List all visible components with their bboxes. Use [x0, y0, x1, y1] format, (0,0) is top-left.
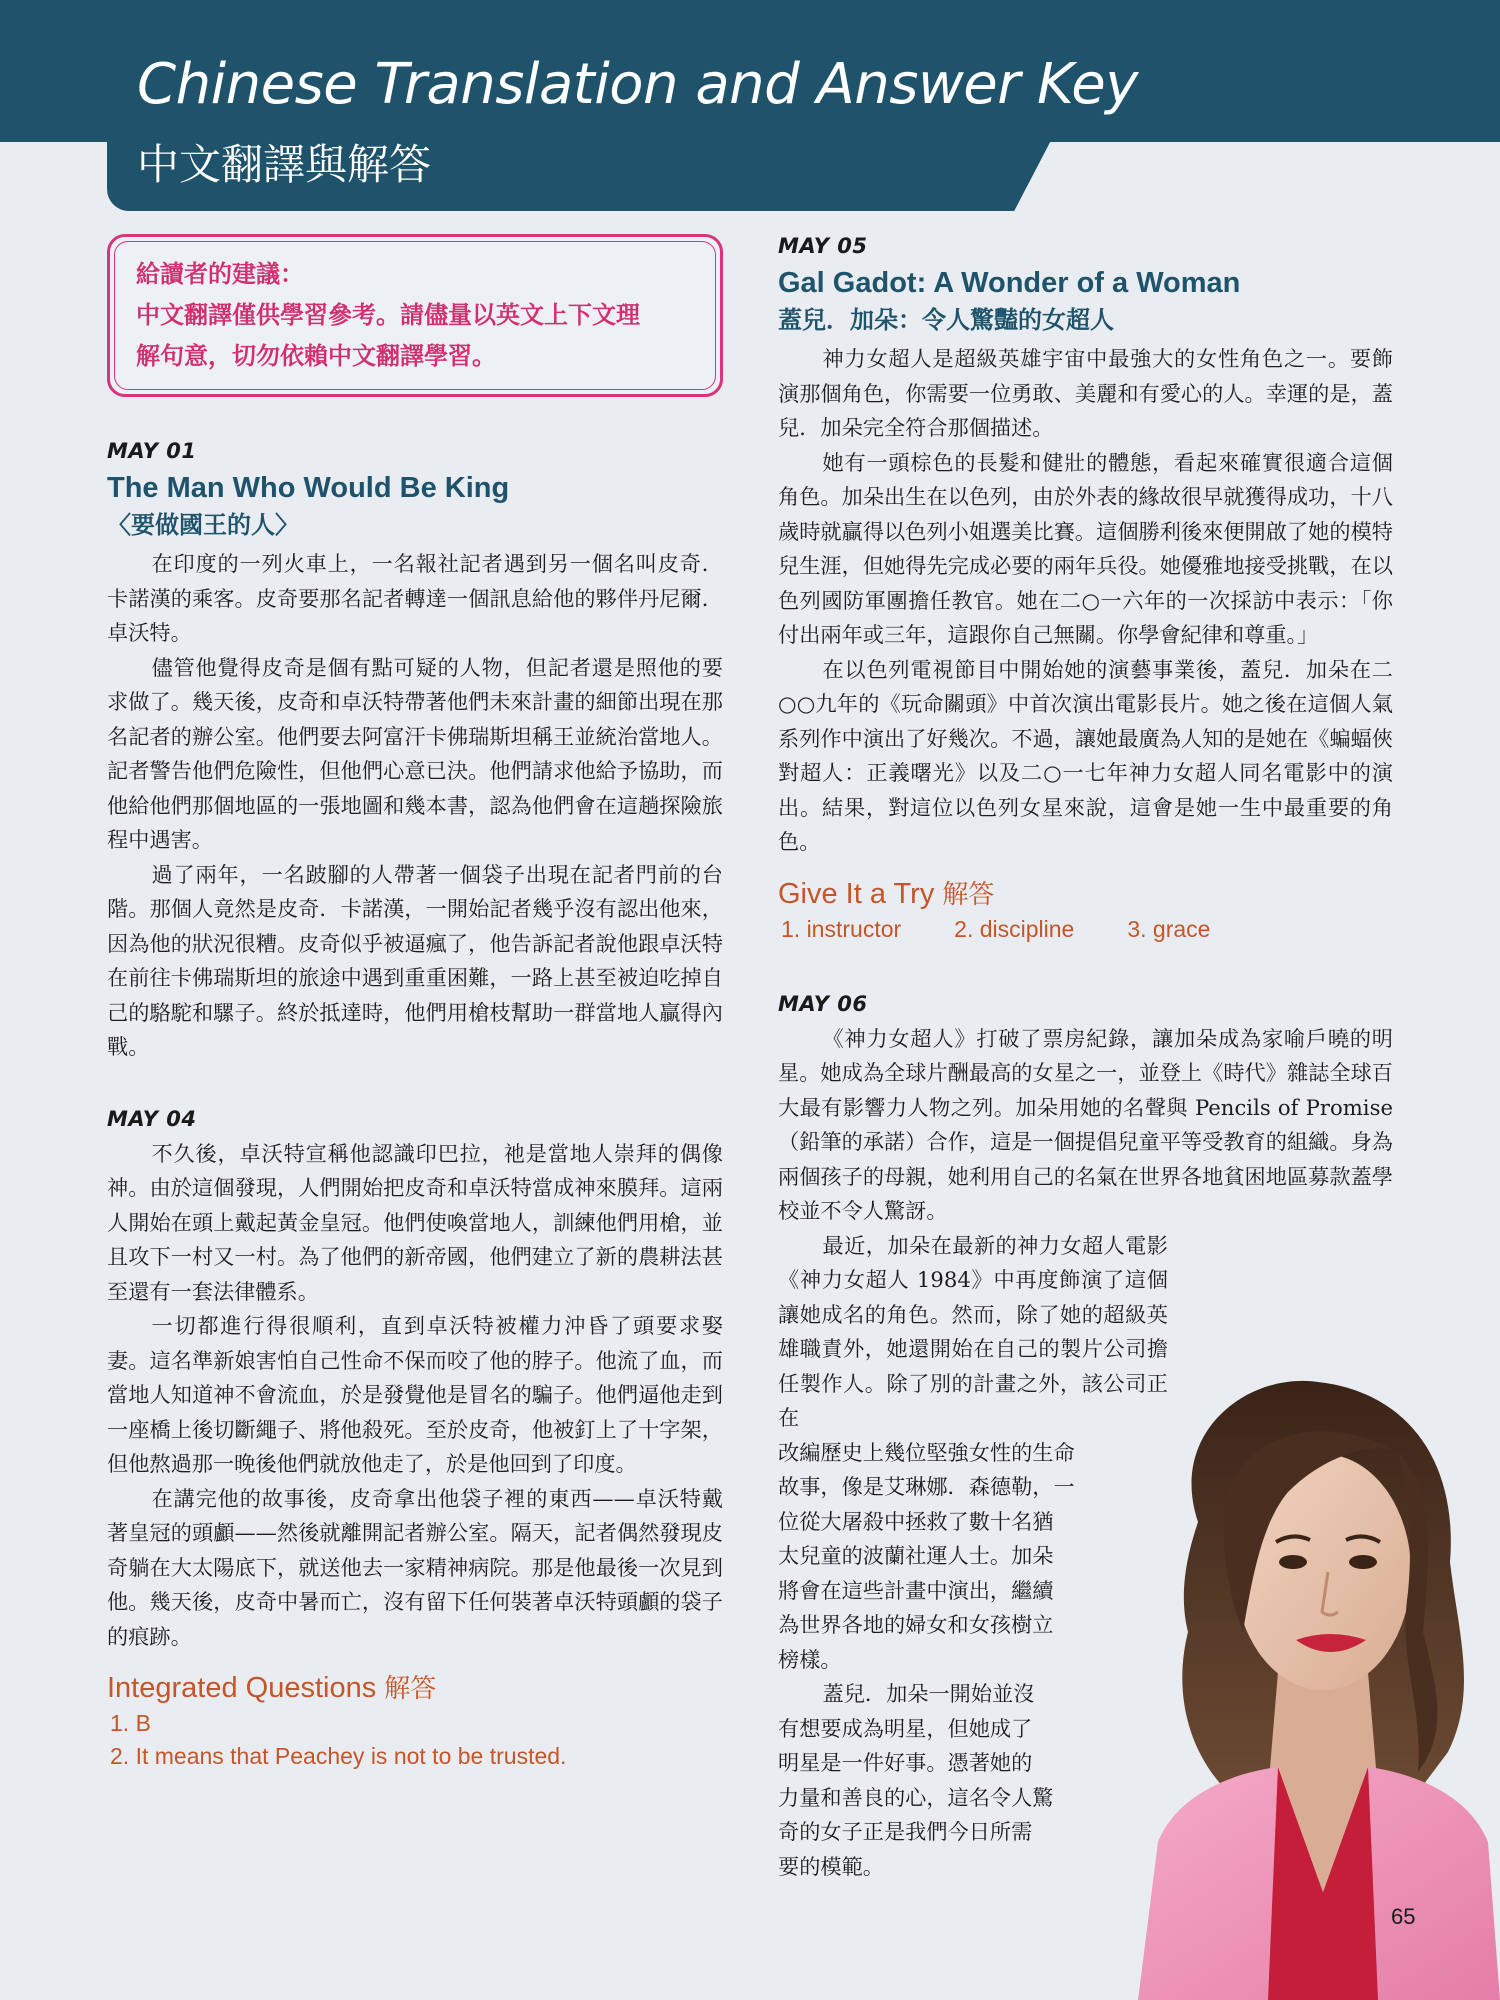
date-label: MAY 05 [778, 234, 868, 258]
answers-heading-en: Integrated Questions [107, 1672, 377, 1704]
paragraph: 在講完他的故事後，皮奇拿出他袋子裡的東西——卓沃特戴著皇冠的頭顱——然後就離開記者辦公室。隔天，記者偶然發現皮奇躺在大太陽底下，就送他去一家精神病院。那是他最後一次見到他。幾天後，皮奇中暑而亡，沒有留下任何裝著卓沃特頭顱的袋子的痕跡。 [107, 1485, 723, 1649]
paragraph: 神力女超人是超級英雄宇宙中最強大的女性角色之一。要飾演那個角色，你需要一位勇敢、美麗和有愛心的人。幸運的是，蓋兒．加朵完全符合那個描述。 [778, 346, 1393, 440]
section-may05 [778, 234, 1393, 946]
text-line: 榜樣。 [778, 1646, 842, 1672]
text-line: 要的模範。 [778, 1853, 884, 1879]
paragraph: 一切都進行得很順利，直到卓沃特被權力沖昏了頭要求娶妻。這名準新娘害怕自己性命不保而咬了他的脖子。他流了血，而當地人知道神不會流血，於是發覺他是冒名的騙子。他們逼他走到一座橋上後切斷繩子、將他殺死。至於皮奇，他被釘上了十字架，但他熬過那一晚後他們就放他走了，於是他回到了印度。 [107, 1313, 723, 1476]
text-line: 故事，像是艾琳娜．森德勒，一 [778, 1474, 1075, 1499]
date-label: MAY 01 [107, 439, 197, 463]
text-line: 位從大屠殺中拯救了數十名猶 [778, 1508, 1054, 1534]
answer-item: 2. discipline [954, 915, 1075, 942]
page-subtitle: 中文翻譯與解答 [137, 140, 432, 189]
answer-item: 3. grace [1127, 915, 1211, 942]
paragraph: 儘管他覺得皮奇是個有點可疑的人物，但記者還是照他的要求做了。幾天後，皮奇和卓沃特帶著他們未來計畫的細節出現在那名記者的辦公室。他們要去阿富汗卡佛瑞斯坦稱王並統治當地人。記者警告他們危險性，但他們心意已決。他們請求他給予協助，而他給他們那個地區的一張地圖和幾本書，認為他們會在這趟探險旅程中遇害。 [107, 654, 723, 852]
answer-item: 1. B [110, 1710, 151, 1736]
section-may04 [107, 1107, 723, 1774]
gal-gadot-photo [1078, 1372, 1500, 2000]
paragraph: 不久後，卓沃特宣稱他認識印巴拉，祂是當地人崇拜的偶像神。由於這個發現，人們開始把皮奇和卓沃特當成神來膜拜。這兩人開始在頭上戴起黃金皇冠。他們使喚當地人，訓練他們用槍，並且攻下一村又一村。為了他們的新帝國，他們建立了新的農耕法甚至還有一套法律體系。 [107, 1140, 723, 1304]
text-line: 明星是一件好事。憑著她的 [778, 1750, 1033, 1775]
answer-item: 2. It means that Peachey is not to be trusted. [110, 1743, 567, 1769]
answer-row [778, 913, 1393, 946]
article-title-en: Gal Gadot: A Wonder of a Woman [778, 267, 1241, 299]
text-line: 奇的女子正是我們今日所需 [778, 1819, 1033, 1844]
paragraph: 在印度的一列火車上，一名報社記者遇到另一個名叫皮奇．卡諾漢的乘客。皮奇要那名記者轉達一個訊息給他的夥伴丹尼爾．卓沃特。 [107, 551, 723, 645]
answers-heading-zh: 解答 [384, 1674, 437, 1704]
left-column [107, 234, 723, 1773]
paragraph: 《神力女超人》打破了票房紀錄，讓加朵成為家喻戶曉的明星。她成為全球片酬最高的女星之一，並登上《時代》雜誌全球百大最有影響力人物之列。加朵用她的名聲與 Pencils of Promise（鉛筆的承諾）合作，這是一個提倡兒童平等受教育的組織。身為兩個孩子的母親，她利用自己的名氣在世界各地貧困地區募款蓋學校並不令人驚訝。 [778, 1025, 1393, 1223]
page-number: 65 [1391, 1904, 1416, 1929]
section-may01 [107, 439, 723, 1065]
answers-heading [778, 874, 1393, 911]
date-label: MAY 04 [107, 1106, 197, 1131]
paragraph: 在以色列電視節目中開始她的演藝事業後，蓋兒．加朵在二○○九年的《玩命關頭》中首次演出電影長片。她之後在這個人氣系列作中演出了好幾次。不過，讓她最廣為人知的是她在《蝙蝠俠對超人：正義曙光》以及二○一七年神力女超人同名電影中的演出。結果，對這位以色列女星來說，這會是她一生中最重要的角色。 [778, 656, 1393, 854]
text-line: 有想要成為明星，但她成了 [778, 1715, 1033, 1741]
article-title-zh: 〈要做國王的人〉 [107, 510, 299, 539]
text-line: 力量和善良的心，這名令人驚 [778, 1784, 1054, 1810]
date-label: MAY 06 [778, 991, 868, 1016]
text-line: 改編歷史上幾位堅強女性的生命 [778, 1439, 1075, 1465]
text-line: 蓋兒．加朵一開始並沒 [822, 1681, 1035, 1706]
answers-heading-en: Give It a Try [778, 877, 935, 910]
advice-line: 給讀者的建議： [136, 259, 304, 288]
article-title-en: The Man Who Would Be King [107, 472, 510, 504]
advice-line: 解句意，切勿依賴中文翻譯學習。 [136, 341, 496, 370]
text-line: 為世界各地的婦女和女孩樹立 [778, 1612, 1054, 1637]
text-line: 太兒童的波蘭社運人士。加朵 [778, 1543, 1054, 1568]
paragraph: 她有一頭棕色的長髮和健壯的體態，看起來確實很適合這個角色。加朵出生在以色列，由於外表的緣故很早就獲得成功，十八歲時就贏得以色列小姐選美比賽。這個勝利後來便開啟了她的模特兒生涯，但她得先完成必要的兩年兵役。她優雅地接受挑戰，在以色列國防軍團擔任教官。她在二○一六年的一次採訪中表示：「你付出兩年或三年，這跟你自己無關。你學會紀律和尊重。」 [778, 449, 1393, 647]
advice-line: 中文翻譯僅供學習參考。請儘量以英文上下文理 [136, 300, 640, 329]
answers-heading-zh: 解答 [942, 879, 995, 910]
page-title: Chinese Translation and Answer Key [137, 52, 1138, 117]
text-line: 將會在這些計畫中演出，繼續 [778, 1577, 1054, 1603]
reader-advice-box [107, 234, 723, 397]
paragraph: 過了兩年，一名跛腳的人帶著一個袋子出現在記者門前的台階。那個人竟然是皮奇．卡諾漢，一開始記者幾乎沒有認出他來，因為他的狀況很糟。皮奇似乎被逼瘋了，他告訴記者說他跟卓沃特在前往卡佛瑞斯坦的旅途中遇到重重困難，一路上甚至被迫吃掉自己的駱駝和騾子。終於抵達時，他們用槍枝幫助一群當地人贏得內戰。 [107, 861, 723, 1059]
answers-heading [107, 1668, 723, 1705]
article-title-zh: 蓋兒．加朵：令人驚豔的女超人 [778, 305, 1114, 334]
answer-item: 1. instructor [781, 915, 902, 942]
paragraph: 最近，加朵在最新的神力女超人電影《神力女超人 1984》中再度飾演了這個讓她成名的角色。然而，除了她的超級英雄職責外，她還開始在自己的製片公司擔任製作人。除了別的計畫之外，該公司正在 [778, 1232, 1168, 1430]
